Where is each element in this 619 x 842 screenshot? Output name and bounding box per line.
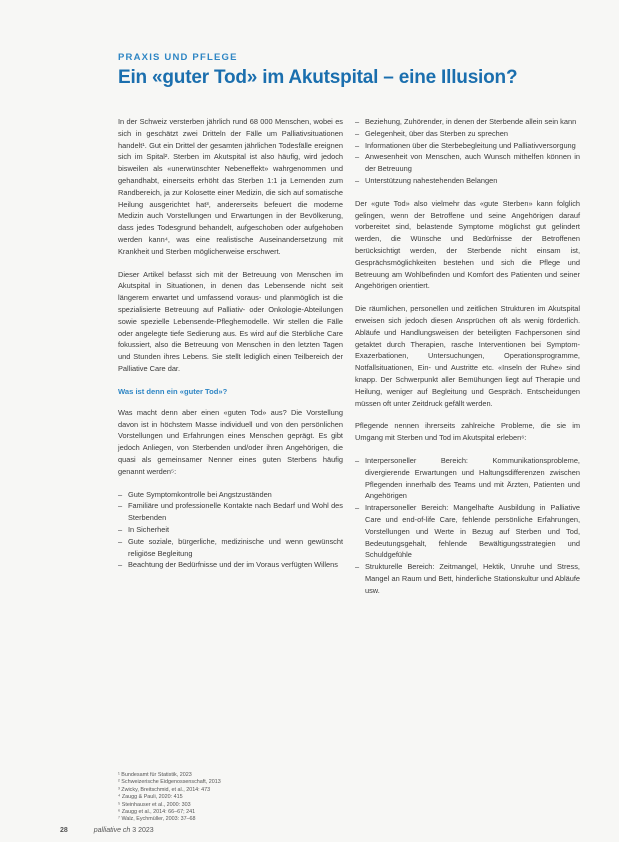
page-footer [60, 827, 154, 834]
list-item: – Familiäre und professionelle Kontakte nach Bedarf und Wohl des Sterbenden [118, 500, 343, 524]
footnote: ³ Zwicky, Breitschmid, et al., 2014: 473 [118, 786, 211, 793]
paragraph: Pflegende nennen ihrerseits zahlreiche Probleme, die sie im Umgang mit Sterben und Tod im Akutspital erleben⁶: [355, 421, 580, 443]
list-item: – Unterstützung nahestehenden Belangen [355, 175, 580, 187]
right-column [355, 116, 580, 607]
list-item: – Gute soziale, bürgerliche, medizinische und wenn gewünscht religiöse Begleitung [118, 536, 343, 560]
footnote: ⁴ Zaugg & Pauli, 2020: 415 [118, 794, 183, 801]
paragraph: Die räumlichen, personellen und zeitlichen Strukturen im Akutspital erweisen sich jedoch diesen Ansprüchen oft als wenig förderlich. Abläufe und Handlungsweisen der beteiligten Fachpersonen sind getaktet durch Therapien, rasche Interventionen bei Symptom-Exazerbationen, Untersuchungen, Operationsprogramme, Notfallsituationen, Ein- und Austritte etc. «Inseln der Ruhe» sind knapp. Der Schwerpunkt aller Bemühungen liegt auf Therapie und Heilung, weniger auf Begleitung und Gespräch. Entscheidungen müssen oft unter Zeitdruck gefällt werden. [355, 304, 580, 408]
footnote: ⁷ Walz, Eychmüller, 2003: 37–68 [118, 816, 196, 823]
list-item: – Gute Symptomkontrolle bei Angstzuständen [118, 489, 343, 501]
list-item: – Intrapersoneller Bereich: Mangelhafte Ausbildung in Palliative Care und end-of-life Care, fehlende persönliche Erfahrungen, Vorstellungen und Werte in Bezug auf Sterben und Tod, Bedeutungsgehalt, fehlende Bewältigungsstrategien und Schuldgefühle [355, 502, 580, 561]
page-number: 28 [60, 827, 68, 834]
paragraph: In der Schweiz versterben jährlich rund 68 000 Menschen, wobei es sich in geschätzt zwei Dritteln der Fälle um Palliativsituationen handelt¹. Gut ein Drittel der gesamten jährlichen Todesfälle ereignen sich im Spital². Sterben im Akutspital ist also häufig, wird jedoch bisweilen als «unerwünschter Nebeneffekt» wahrgenommen und gehandhabt, einerseits erhöht das Sterben 1:1 ja Lernenden zum Randbereich, ja zur Kolosette einer Medizin, die sich auf somatische Heilung ausgerichtet hat³, andererseits befeuert die moderne Medizin auch Vorstellungen und Erwartungen in der Bevölkerung, dass jedes Todesgrund behandelt, aufgeschoben oder aufgehoben werden kann⁴, was eine realistische Auseinandersetzung mit Krankheit und Sterben möglicherweise erschwert. [118, 117, 343, 256]
paragraph: Was macht denn aber einen «guten Tod» aus? Die Vorstellung davon ist in höchstem Masse individuell und von den persönlichen Vorstellungen und Erfahrungen eines Menschen geprägt. Es gibt jedoch Anliegen, von Sterbenden und/oder ihren Angehörigen, die quasi als gemeinsamer Nenner eines guten Sterbens häufig genannt werden⁵: [118, 407, 343, 476]
left-column [118, 116, 343, 582]
bullet-list [355, 455, 580, 597]
list-item: – Anwesenheit von Menschen, auch Wunsch mithelfen können in der Betreuung [355, 151, 580, 175]
article-title: Ein «guter Tod» im Akutspital – eine Illusion? [118, 67, 518, 88]
footnote: ² Schweizerische Eidgenossenschaft, 2013 [118, 779, 221, 786]
subheading: Was ist denn ein «guter Tod»? [118, 386, 228, 396]
list-item: – Beachtung der Bedürfnisse und der im Voraus verfügten Willens [118, 559, 343, 571]
list-item: – Strukturelle Bereich: Zeitmangel, Hektik, Unruhe und Stress, Mangel an Raum und Bett, hinderliche Stationskultur und Abläufe usw. [355, 561, 580, 596]
paragraph: Dieser Artikel befasst sich mit der Betreuung von Menschen im Akutspital in Situationen, in denen das Lebensende nicht seit längerem erwartet und umfassend voraus- und planmöglich ist die spezialisierte Betreuung auf Palliativ- oder Onkologie-Abteilungen sowie spezielle Lebensende-Pfleghemodelle. Wir stellen die Fälle oder angelegte tiefe Sedierung aus. Es wird auf die Sterbliche Care fokussiert, also die Betreuung von Menschen in den letzten Tagen und Stunden ihres Lebens. Sie stellt lediglich einen Teilbereich der Palliative Care dar. [118, 269, 343, 373]
section-kicker: PRAXIS UND PFLEGE [118, 52, 238, 63]
list-item: – In Sicherheit [118, 524, 343, 536]
publication-name: palliative ch [93, 827, 131, 834]
bullet-list [355, 116, 580, 187]
footnote: ⁵ Steinhauser et al., 2000: 303 [118, 801, 191, 808]
list-item: – Informationen über die Sterbebegleitung und Palliativversorgung [355, 140, 580, 152]
footnote: ⁶ Zaugg et al., 2014: 66–67; 241 [118, 809, 196, 816]
footnote: ¹ Bundesamt für Statistik, 2023 [118, 772, 192, 778]
bullet-list [118, 489, 343, 572]
list-item: – Interpersoneller Bereich: Kommunikationsprobleme, divergierende Erwartungen und Haltungsdifferenzen zwischen Pflegenden innerhalb des Teams und mit Ärzten, Patienten und Angehörigen [355, 455, 580, 502]
list-item: – Beziehung, Zuhörender, in denen der Sterbende allein sein kann [355, 116, 580, 128]
paragraph: Der «gute Tod» also vielmehr das «gute Sterben» kann folglich gelingen, wenn der Betroffene und seine Angehörigen darauf vorbereitet sind, belastende Symptome möglichst gut gelindert werden, die Wünsche und Bedürfnisse der Betroffenen berücksichtigt werden, der Sterbende nicht einsam ist, Gesprächsmöglichkeiten bestehen und sich die Pflege und Betreuung am Wohlbefinden und Komfort des Patienten und seiner Angehörigen orientiert. [355, 198, 580, 291]
list-item: – Gelegenheit, über das Sterben zu sprechen [355, 128, 580, 140]
issue-label: 3 2023 [132, 827, 154, 834]
footnotes [118, 772, 343, 824]
